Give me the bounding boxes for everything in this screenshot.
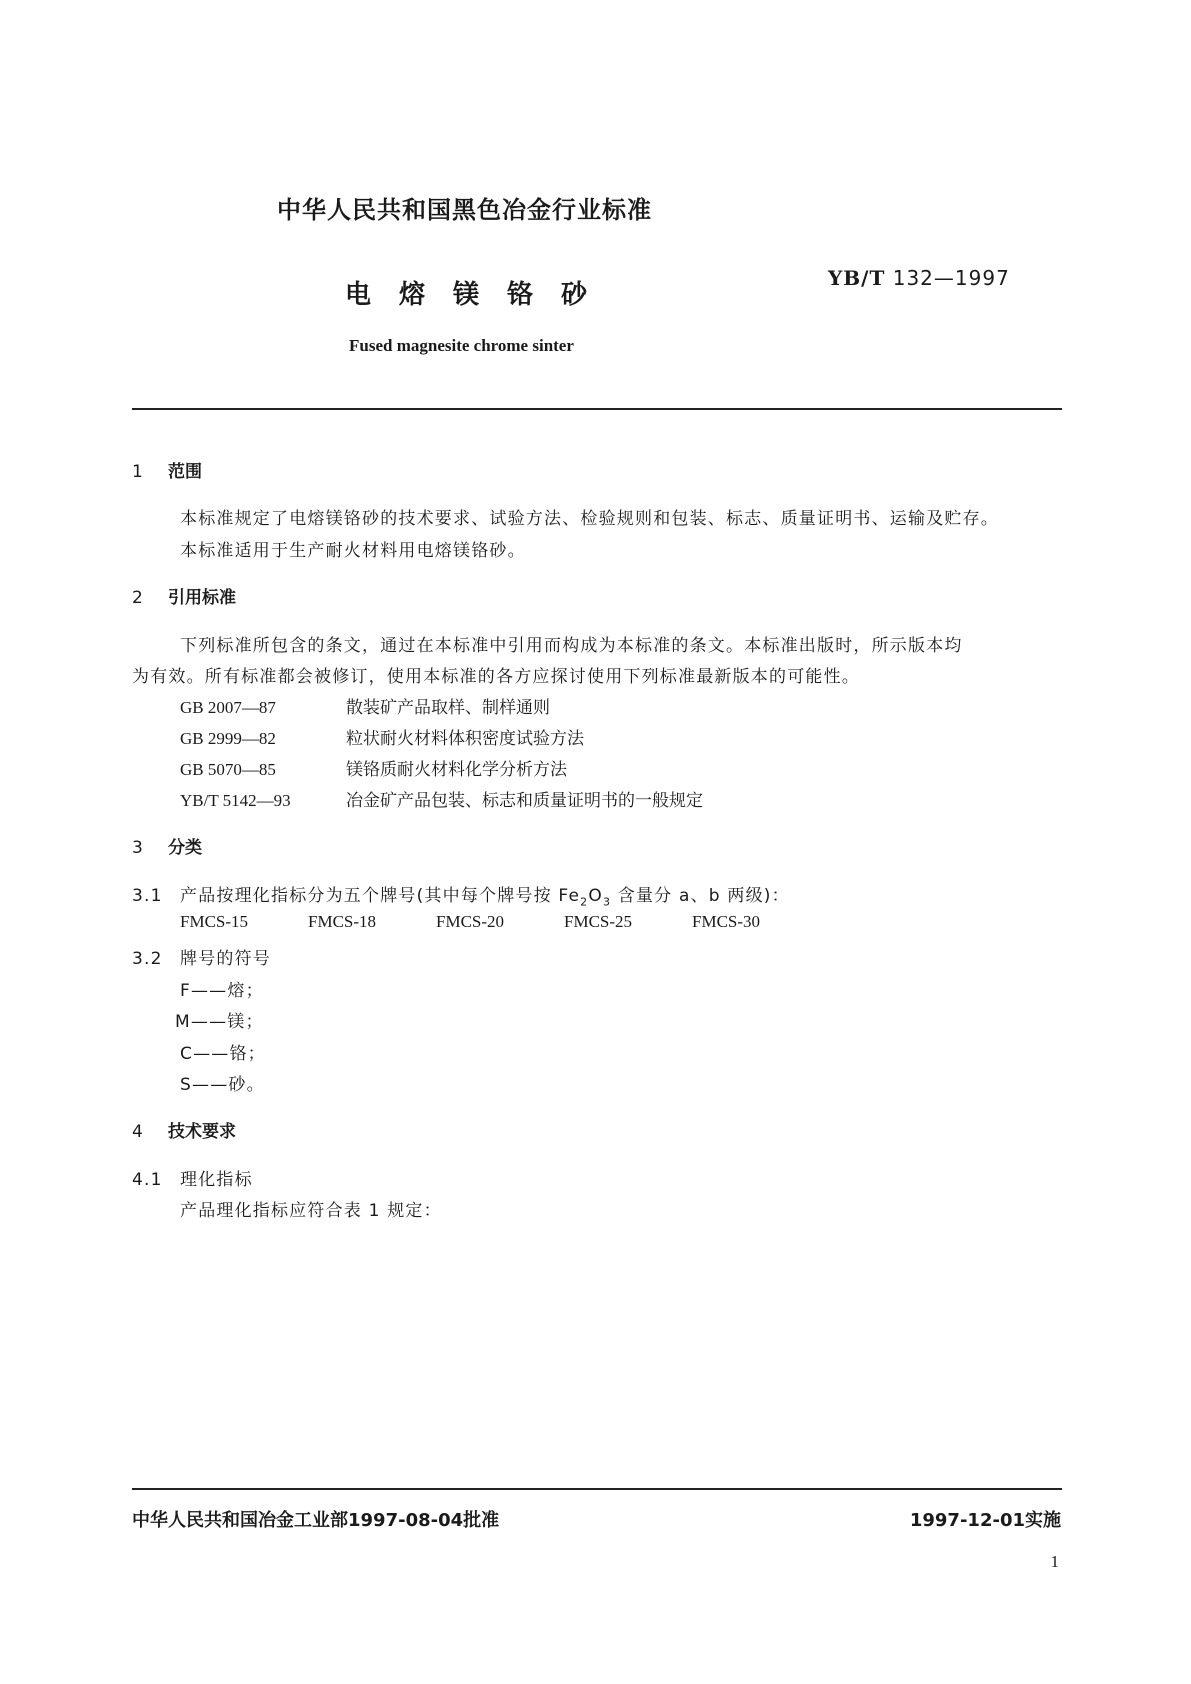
effective-date: 1997-12-01实施	[909, 1510, 1061, 1531]
reference-title: 镁铬质耐火材料化学分析方法	[346, 760, 567, 780]
reference-code: GB 2007—87	[180, 698, 276, 717]
page-number: 1	[1050, 1552, 1059, 1571]
symbol-item: M——镁；	[175, 1012, 264, 1032]
paragraph: 下列标准所包含的条文，通过在本标准中引用而构成为本标准的条文。本标准出版时，所示版本均	[180, 636, 963, 656]
brand-code: FMCS-25	[564, 912, 633, 931]
reference-item	[180, 786, 703, 811]
reference-title: 散装矿产品取样、制样通则	[346, 698, 550, 718]
subscript: 3	[602, 895, 612, 909]
reference-item	[180, 724, 584, 749]
section-4-heading	[132, 1117, 236, 1142]
subscript: 2	[580, 895, 589, 909]
header-divider	[132, 408, 1062, 410]
brand-code: FMCS-18	[308, 912, 377, 931]
symbol-item: S——砂。	[180, 1075, 265, 1095]
clause-3-2	[132, 944, 271, 969]
symbol-item: F——熔；	[180, 981, 264, 1001]
section-number: 3	[132, 838, 143, 858]
standard-prefix: YB/T	[828, 266, 886, 290]
section-number: 2	[132, 588, 143, 608]
reference-item	[180, 693, 550, 718]
brand-code: FMCS-15	[180, 912, 249, 931]
clause-title: 理化指标	[180, 1170, 253, 1190]
clause-4-1	[132, 1165, 253, 1190]
clause-number: 3.1	[132, 886, 163, 906]
standard-code: 132—1997	[892, 266, 1010, 290]
document-title: 电熔镁铬砂	[345, 280, 616, 310]
symbol-item: C——铬；	[180, 1044, 266, 1064]
reference-code: GB 2999—82	[180, 729, 276, 748]
paragraph: 本标准适用于生产耐火材料用电熔镁铬砂。	[180, 541, 526, 561]
footer-divider	[132, 1488, 1062, 1490]
section-title: 分类	[168, 838, 202, 858]
clause-3-1	[132, 881, 790, 908]
reference-code: GB 5070—85	[180, 760, 276, 779]
reference-title: 粒状耐火材料体积密度试验方法	[346, 729, 584, 749]
clause-text: 产品按理化指标分为五个牌号(其中每个牌号按 Fe	[180, 886, 581, 906]
section-1-heading	[132, 457, 202, 482]
reference-item	[180, 755, 567, 780]
section-title: 技术要求	[168, 1122, 236, 1142]
paragraph: 为有效。所有标准都会被修订，使用本标准的各方应探讨使用下列标准最新版本的可能性。	[132, 667, 860, 687]
section-2-heading	[132, 583, 236, 608]
standard-number	[828, 266, 1010, 290]
section-title: 引用标准	[168, 588, 236, 608]
reference-title: 冶金矿产品包装、标志和质量证明书的一般规定	[346, 791, 703, 811]
clause-text: 含量分 a、b 两级)：	[611, 886, 790, 906]
clause-number: 4.1	[132, 1170, 163, 1190]
paragraph: 产品理化指标应符合表 1 规定：	[180, 1201, 442, 1221]
section-title: 范围	[168, 462, 202, 482]
section-number: 1	[132, 462, 143, 482]
section-3-heading	[132, 833, 202, 858]
brand-code: FMCS-20	[436, 912, 505, 931]
clause-number: 3.2	[132, 949, 163, 969]
reference-code: YB/T 5142—93	[180, 791, 291, 810]
section-number: 4	[132, 1122, 143, 1142]
english-title: Fused magnesite chrome sinter	[349, 336, 574, 355]
clause-title: 牌号的符号	[180, 949, 271, 969]
brand-code: FMCS-30	[692, 912, 761, 931]
paragraph: 本标准规定了电熔镁铬砂的技术要求、试验方法、检验规则和包装、标志、质量证明书、运输及贮存。	[180, 509, 999, 529]
approval-line: 中华人民共和国冶金工业部1997-08-04批准	[132, 1510, 500, 1531]
issuer-title: 中华人民共和国黑色冶金行业标准	[277, 196, 652, 224]
clause-text: O	[588, 886, 603, 906]
